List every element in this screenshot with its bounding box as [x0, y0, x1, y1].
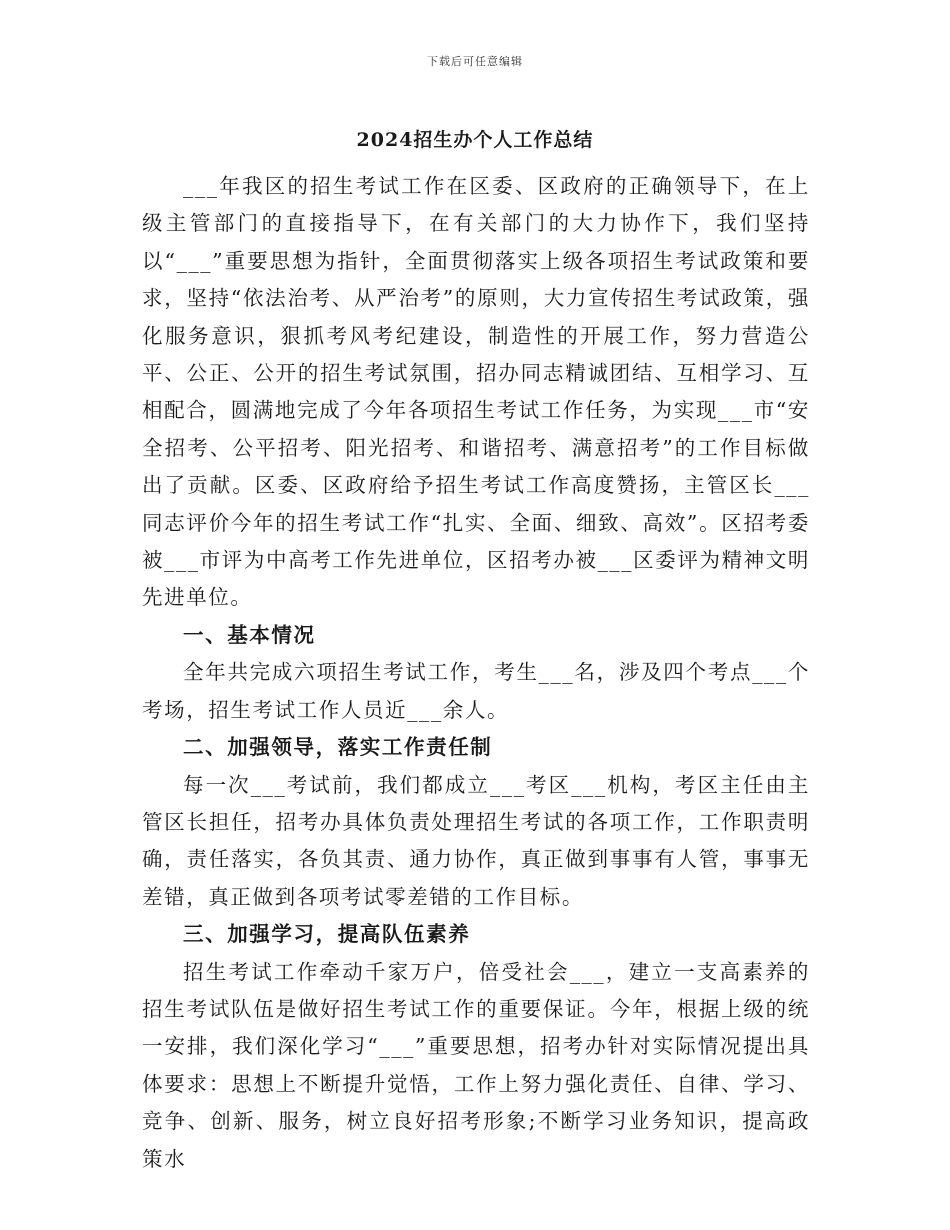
section-heading-learning: 三、加强学习，提高队伍素养	[183, 922, 471, 947]
intro-paragraph: ___年我区的招生考试工作在区委、区政府的正确领导下，在上级主管部门的直接指导下，在有关部门的大力协作下，我们坚持以“___”重要思想为指针，全面贯彻落实上级各项招生考试政策和要求，坚持“依法治考、从严治考”的原则，大力宣传招生考试政策，强化服务意识，狠抓考风考纪建设，制造性的开展工作，努力营造公平、公正、公开的招生考试氛围，招办同志精诚团结、互相学习、互相配合，圆满地完成了今年各项招生考试工作任务，为实现___市“安全招考、公平招考、阳光招考、和谐招考、满意招考”的工作目标做出了贡献。区委、区政府给予招生考试工作高度赞扬，主管区长___同志评价今年的招生考试工作“扎实、全面、细致、高效”。区招考委被___市评为中高考工作先进单位，区招考办被___区委评为精神文明先进单位。	[142, 174, 810, 610]
document-title: 2024招生办个人工作总结	[356, 129, 594, 151]
section-heading-leadership: 二、加强领导，落实工作责任制	[183, 735, 493, 760]
section-text-leadership: 每一次___考试前，我们都成立___考区___机构，考区主任由主管区长担任，招考办具体负责处理招生考试的各项工作，工作职责明确，责任落实，各负其责、通力协作，真正做到事事有人管，事事无差错，真正做到各项考试零差错的工作目标。	[142, 772, 810, 909]
section-heading-basic: 一、基本情况	[183, 622, 316, 647]
section-text-learning: 招生考试工作牵动千家万户，倍受社会___，建立一支高素养的招生考试队伍是做好招生考试工作的重要保证。今年，根据上级的统一安排，我们深化学习“___”重要思想，招考办针对实际情况提出具体要求：思想上不断提升觉悟，工作上努力强化责任、自律、学习、竞争、创新、服务，树立良好招考形象;不断学习业务知识，提高政策水	[142, 959, 810, 1171]
header-note: 下载后可任意编辑	[427, 55, 523, 68]
section-text-basic: 全年共完成六项招生考试工作，考生___名，涉及四个考点___个考场，招生考试工作人员近___余人。	[142, 660, 810, 722]
document-body	[142, 168, 810, 1178]
